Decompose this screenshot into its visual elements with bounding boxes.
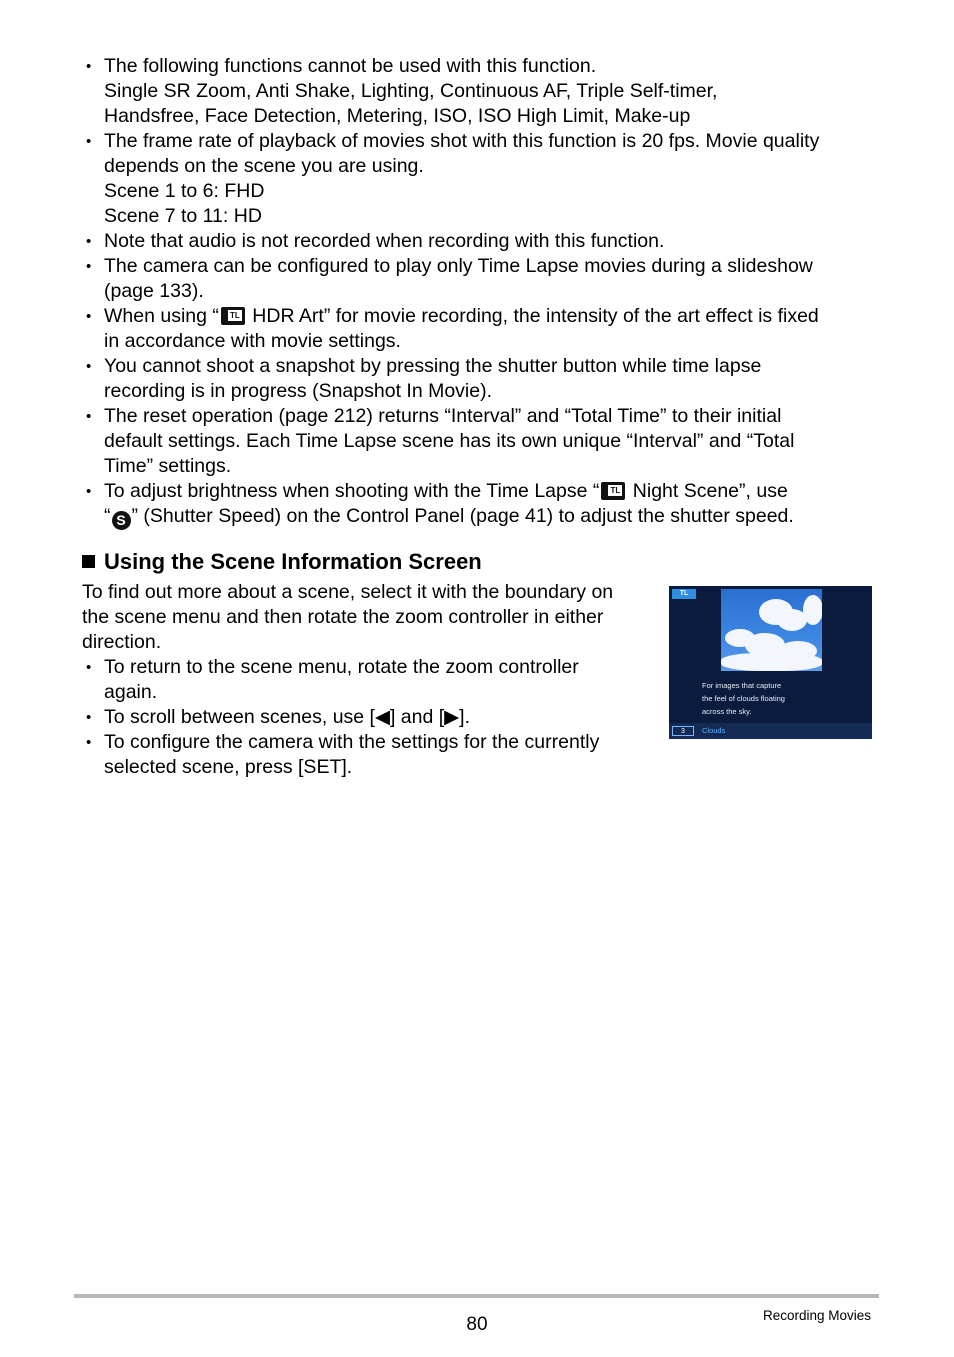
text-line: • To scroll between scenes, use [◀] and [▶]. <box>104 706 471 728</box>
text-line: • To configure the camera with the settings for the currently <box>104 731 600 753</box>
page-number: 80 <box>466 1314 488 1335</box>
text-line <box>104 504 882 530</box>
black-square-icon <box>82 555 95 568</box>
text-fragment: HDR Art” for movie recording, the intensity of the art effect is fixed <box>246 305 819 327</box>
text-line: Handsfree, Face Detection, Metering, ISO, ISO High Limit, Make-up <box>104 105 691 127</box>
time-lapse-icon <box>221 307 245 325</box>
time-lapse-badge: TL <box>672 589 696 599</box>
text-line: (page 133). <box>104 280 204 302</box>
section-intro: To find out more about a scene, select it with the boundary on the scene menu and then rotate the zoom controller in either direction. <box>82 581 614 653</box>
text-fragment: When using “ <box>104 305 219 327</box>
text-line: selected scene, press [SET]. <box>104 756 353 778</box>
text-line: • The reset operation (page 212) returns “Interval” and “Total Time” to their initial <box>104 405 782 427</box>
desc-line: For images that capture <box>702 681 782 690</box>
bullet-item <box>82 229 882 254</box>
section-heading-text: Using the Scene Information Screen <box>104 549 482 574</box>
text-line: Scene 1 to 6: FHD <box>104 180 265 202</box>
text-fragment: To adjust brightness when shooting with the Time Lapse “ <box>104 480 600 502</box>
text-line: • Note that audio is not recorded when recording with this function. <box>104 230 665 252</box>
text-line: Time” settings. <box>104 455 232 477</box>
camera-screen-illustration <box>669 586 872 739</box>
footer-section-label: Recording Movies <box>762 1308 871 1323</box>
text-line: in accordance with movie settings. <box>104 330 401 352</box>
text-fragment: “ <box>104 505 111 527</box>
text-line: • The following functions cannot be used with this function. <box>104 55 597 77</box>
scene-number: 3 <box>672 726 694 736</box>
footer-divider <box>74 1294 879 1298</box>
text-fragment: ” (Shutter Speed) on the Control Panel (page 41) to adjust the shutter speed. <box>131 505 794 527</box>
text-line: • The frame rate of playback of movies shot with this function is 20 fps. Movie quality <box>104 130 820 152</box>
text-line <box>104 479 882 504</box>
text-line: depends on the scene you are using. <box>104 155 424 177</box>
scene-name: Clouds <box>702 726 726 735</box>
text-line <box>104 304 882 329</box>
time-lapse-icon <box>601 482 625 500</box>
bullet-item <box>82 129 882 229</box>
bullet-item <box>82 705 652 730</box>
bullet-item-night-scene <box>82 479 882 530</box>
cloud-shape <box>803 595 822 625</box>
shutter-speed-icon: S <box>112 511 131 530</box>
bullet-item <box>82 354 882 404</box>
text-line: recording is in progress (Snapshot In Movie). <box>104 380 493 402</box>
section-bullet-list <box>82 655 652 780</box>
scene-description <box>702 679 852 718</box>
text-line: again. <box>104 681 158 703</box>
text-line: • You cannot shoot a snapshot by pressing the shutter button while time lapse <box>104 355 762 377</box>
bullet-item <box>82 54 882 129</box>
bullet-item-hdr-art <box>82 304 882 354</box>
scene-info-bar <box>669 723 872 739</box>
text-line: • The camera can be configured to play only Time Lapse movies during a slideshow <box>104 255 813 277</box>
text-line: Single SR Zoom, Anti Shake, Lighting, Continuous AF, Triple Self-timer, <box>104 80 718 102</box>
bullet-item <box>82 404 882 479</box>
text-fragment: Night Scene”, use <box>627 480 788 502</box>
bullet-item <box>82 655 652 705</box>
text-line: default settings. Each Time Lapse scene has its own unique “Interval” and “Total <box>104 430 795 452</box>
desc-line: the feel of clouds floating <box>702 694 785 703</box>
text-line: • To return to the scene menu, rotate the zoom controller <box>104 656 579 678</box>
section-heading <box>82 548 482 576</box>
desc-line: across the sky. <box>702 707 752 716</box>
text-line: Scene 7 to 11: HD <box>104 205 262 227</box>
bullet-list <box>82 54 882 530</box>
bullet-item <box>82 730 652 780</box>
bullet-item <box>82 254 882 304</box>
cloud-shape <box>721 653 822 671</box>
clouds-photo <box>721 589 822 671</box>
